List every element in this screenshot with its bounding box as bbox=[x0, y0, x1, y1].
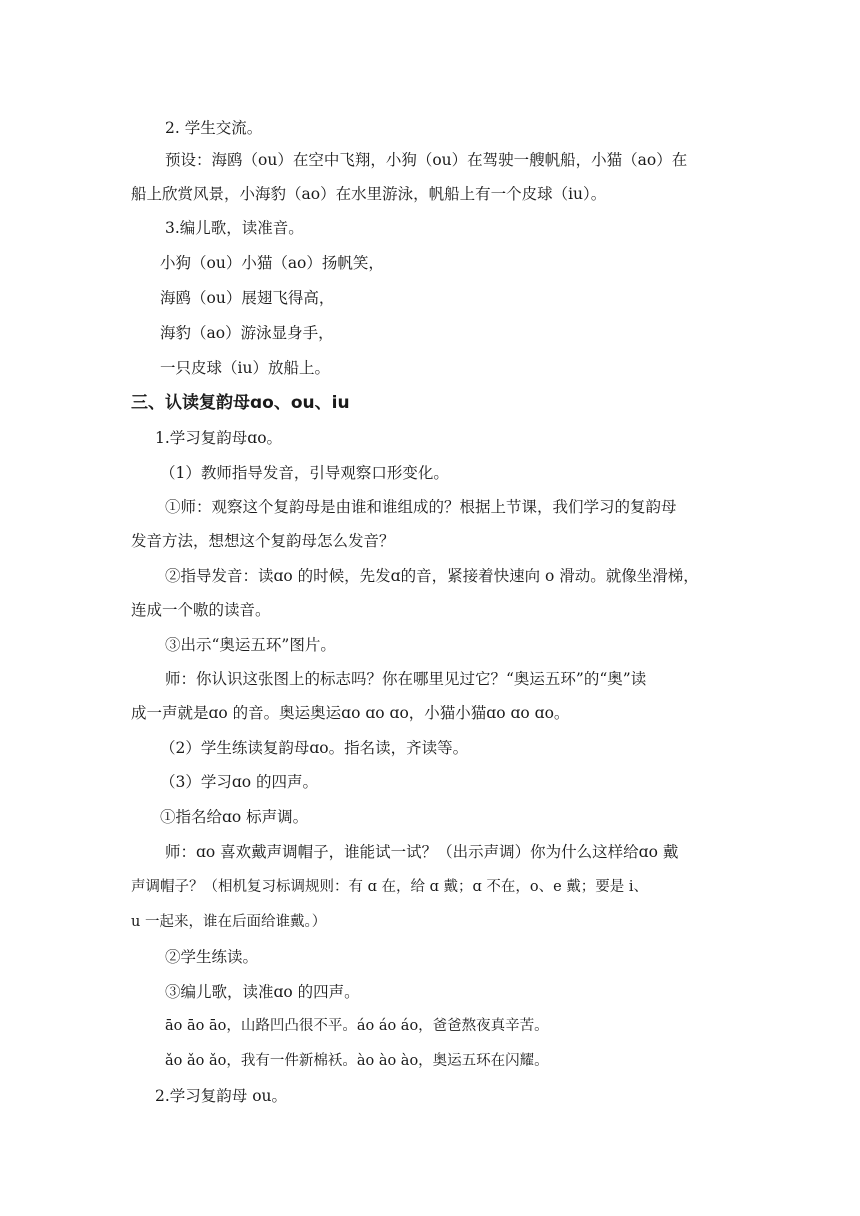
step-2-practice: （2）学生练读复韵母ɑo。指名读，齐读等。 bbox=[160, 739, 469, 757]
paragraph-compose-song: 3.编儿歌，读准音。 bbox=[165, 219, 304, 237]
paragraph-pronounce-line2: 连成一个嗷的读音。 bbox=[131, 601, 271, 619]
paragraph-pronounce-line1: ②指导发音：读ɑo 的时候，先发ɑ的音，紧接着快速向 o 滑动。就像坐滑梯， bbox=[165, 567, 699, 585]
paragraph-students-read: ②学生练读。 bbox=[165, 948, 259, 966]
song-line-4: 一只皮球（iu）放船上。 bbox=[160, 359, 330, 377]
paragraph-mark-tone: ①指名给ɑo 标声调。 bbox=[160, 808, 309, 826]
paragraph-student-exchange: 2. 学生交流。 bbox=[165, 119, 263, 137]
tone-rhyme-line1: āo āo āo，山路凹凸很不平。áo áo áo，爸爸熬夜真辛苦。 bbox=[165, 1018, 549, 1034]
tone-rhyme-line2: ǎo ǎo ǎo，我有一件新棉袄。ào ào ào，奥运五环在闪耀。 bbox=[165, 1053, 549, 1069]
paragraph-preset-line2: 船上欣赏风景，小海豹（ao）在水里游泳，帆船上有一个皮球（iu）。 bbox=[131, 185, 607, 203]
subsection-learn-ou: 2.学习复韵母 ou。 bbox=[155, 1087, 288, 1105]
song-line-2: 海鸥（ou）展翅飞得高， bbox=[160, 289, 335, 307]
step-3-four-tones: （3）学习ɑo 的四声。 bbox=[160, 773, 319, 791]
paragraph-show-rings: ③出示“奥运五环”图片。 bbox=[165, 636, 336, 654]
paragraph-preset-line1: 预设：海鸥（ou）在空中飞翔，小狗（ou）在驾驶一艘帆船，小猫（ao）在 bbox=[165, 151, 688, 169]
paragraph-observe-line2: 发音方法，想想这个复韵母怎么发音？ bbox=[131, 532, 395, 550]
subsection-learn-ao: 1.学习复韵母ɑo。 bbox=[155, 429, 283, 447]
step-1-teacher-guide: （1）教师指导发音，引导观察口形变化。 bbox=[160, 464, 449, 482]
paragraph-hat-line3: u 一起来，谁在后面给谁戴。） bbox=[131, 914, 327, 930]
paragraph-teacher-rings-line1: 师：你认识这张图上的标志吗？你在哪里见过它？“奥运五环”的“奥”读 bbox=[165, 670, 647, 688]
paragraph-hat-line2: 声调帽子？（相机复习标调规则：有 ɑ 在，给 ɑ 戴；ɑ 不在，o、e 戴；要是 i、 bbox=[131, 879, 649, 895]
song-line-3: 海豹（ao）游泳显身手， bbox=[160, 324, 334, 342]
paragraph-observe-line1: ①师：观察这个复韵母是由谁和谁组成的？根据上节课，我们学习的复韵母 bbox=[165, 498, 677, 516]
paragraph-hat-line1: 师：ɑo 喜欢戴声调帽子，谁能试一试？（出示声调）你为什么这样给ɑo 戴 bbox=[165, 843, 679, 861]
song-line-1: 小狗（ou）小猫（ao）扬帆笑， bbox=[160, 254, 384, 272]
section-heading-three: 三、认读复韵母ɑo、ou、iu bbox=[131, 393, 350, 413]
paragraph-teacher-rings-line2: 成一声就是ɑo 的音。奥运奥运ɑo ɑo ɑo，小猫小猫ɑo ɑo ɑo。 bbox=[131, 704, 570, 722]
paragraph-song-tones: ③编儿歌，读准ɑo 的四声。 bbox=[165, 983, 360, 1001]
